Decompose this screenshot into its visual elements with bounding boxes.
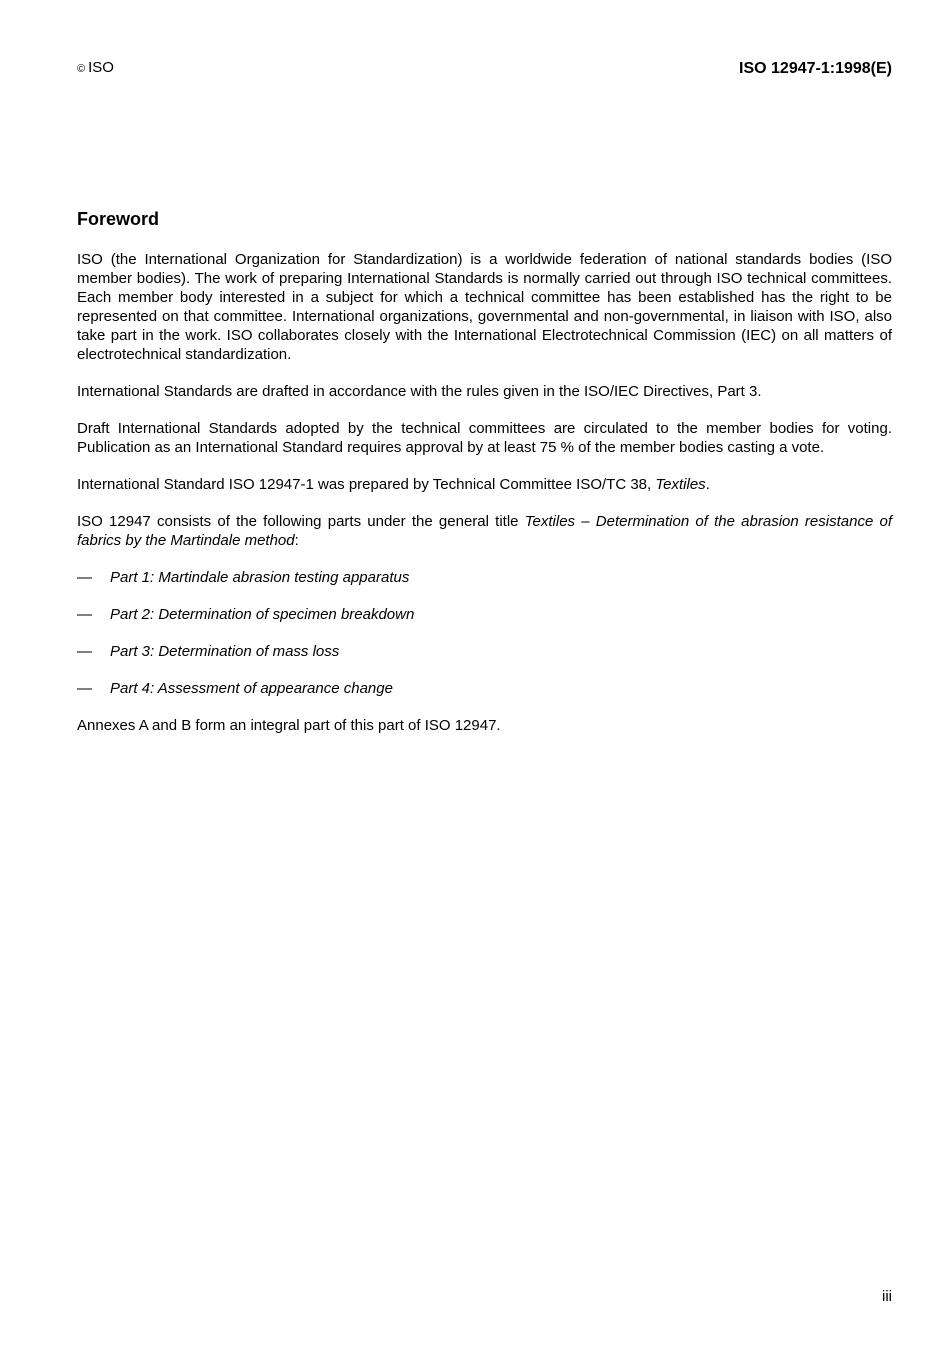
list-dash: — [77, 606, 92, 623]
part-title: Part 1: Martindale abrasion testing apparatus [110, 569, 410, 586]
parts-intro-text: ISO 12947 consists of the following parts under the general title [77, 513, 525, 530]
paragraph-iso-federation: ISO (the International Organization for Standardization) is a worldwide federation of national standards bodies (ISO member bodies). The work of preparing International Standards is normally carried out through ISO technical committees. Each member body interested in a subject for which a technical committee has been established has the right to be represented on that committee. International organizations, governmental and non-governmental, in liaison with ISO, also take part in the work. ISO collaborates closely with the International Electrotechnical Commission (IEC) on all matters of electrotechnical standardization. [77, 251, 892, 363]
list-item [77, 568, 892, 587]
section-heading: Foreword [77, 209, 160, 229]
list-item [77, 642, 892, 661]
document-identifier: ISO 12947-1:1998(E) [739, 60, 892, 77]
foreword-section [77, 208, 892, 753]
paragraph-prepared-by [77, 475, 892, 494]
prepared-by-text: International Standard ISO 12947-1 was prepared by Technical Committee ISO/TC 38, [77, 476, 656, 493]
copyright-symbol: © [77, 63, 86, 75]
list-dash: — [77, 643, 92, 660]
general-title: Textiles – Determination of the abrasion resistance of fabrics by the Martindale method [77, 513, 893, 549]
part-title: Part 3: Determination of mass loss [110, 643, 340, 660]
paragraph-annexes: Annexes A and B form an integral part of this part of ISO 12947. [77, 717, 501, 734]
parts-list [77, 568, 892, 698]
part-title: Part 2: Determination of specimen breakdown [110, 606, 415, 623]
copyright-notice [77, 58, 114, 79]
list-item [77, 605, 892, 624]
list-item [77, 679, 892, 698]
committee-title: Textiles [655, 476, 706, 493]
paragraph-drafting-rules: International Standards are drafted in accordance with the rules given in the ISO/IEC Directives, Part 3. [77, 383, 762, 400]
parts-intro-end: : [294, 532, 299, 549]
paragraph-voting: Draft International Standards adopted by the technical committees are circulated to the member bodies for voting. Publication as an International Standard requires approval by at least 75 % of the member bodies casting a vote. [77, 420, 892, 456]
page-number: iii [882, 1288, 892, 1305]
part-title: Part 4: Assessment of appearance change [110, 680, 393, 697]
list-dash: — [77, 569, 92, 586]
list-dash: — [77, 680, 92, 697]
prepared-by-end: . [705, 476, 710, 493]
paragraph-parts-intro [77, 512, 892, 550]
copyright-owner: ISO [88, 59, 114, 76]
